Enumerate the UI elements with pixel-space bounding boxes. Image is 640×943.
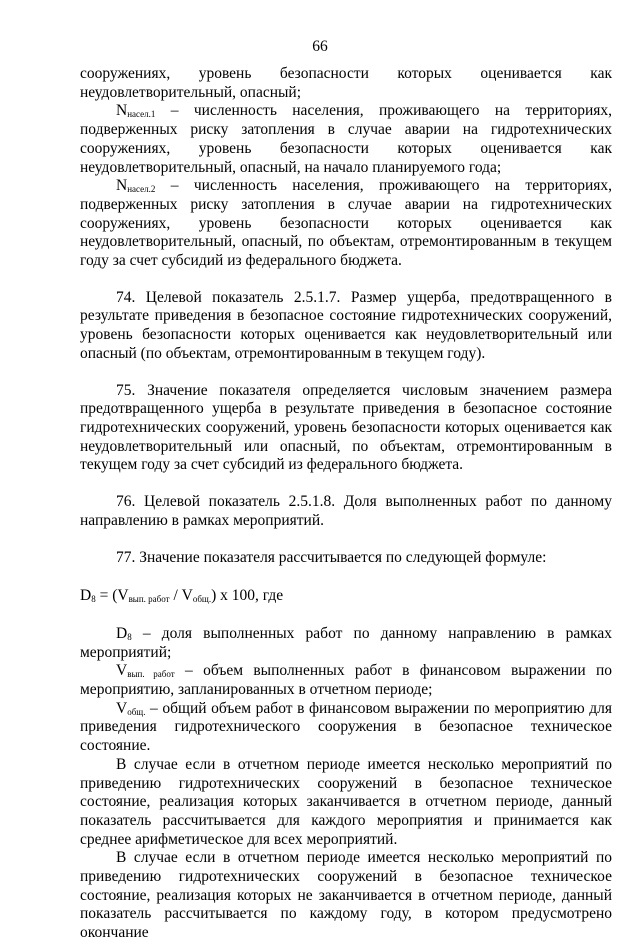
paragraph-continuation bbox=[80, 65, 612, 102]
definition-n-nasel-1 bbox=[80, 102, 612, 177]
formula-v2-subscript: общ. bbox=[192, 594, 212, 605]
paragraph-case-2: В случае если в отчетном периоде имеется несколько мероприятий по приведению гидротехнических сооружений в безопасное техническое состояние, реализация которых не заканчивается в отчетном периоде, данный показатель рассчитывается по каждому году, в котором предусмотрено окончание bbox=[80, 849, 612, 942]
symbol: N bbox=[116, 177, 128, 195]
page-number: 66 bbox=[312, 38, 328, 55]
symbol-subscript: 8 bbox=[127, 631, 132, 642]
definition-n-nasel-2 bbox=[80, 177, 612, 271]
definition-text: – общий объем работ в финансовом выражении по мероприятию для приведения гидротехнического сооружения в безопасное техническое состояние. bbox=[80, 699, 612, 755]
definition-text: – объем выполненных работ в финансовом выражении по мероприятию, запланированных в отчетном периоде; bbox=[80, 662, 612, 698]
definition-v-vyp-rabot bbox=[80, 662, 612, 699]
definition-v-obshch bbox=[80, 700, 612, 756]
paragraph-74: 74. Целевой показатель 2.5.1.7. Размер ущерба, предотвращенного в результате приведения в безопасное состояние гидротехнических сооружений, уровень безопасности которых оценивается как неудовлетворительный или опасный (по объектам, отремонтированным в текущем году). bbox=[80, 288, 612, 362]
symbol: N bbox=[116, 102, 128, 120]
paragraph-text: сооружениях, уровень безопасности которых оценивается как неудовлетворительный, опасный; bbox=[80, 65, 612, 101]
paragraph-76: 76. Целевой показатель 2.5.1.8. Доля выполненных работ по данному направлению в рамках мероприятий. bbox=[80, 493, 612, 529]
symbol-subscript: вып. работ bbox=[127, 669, 175, 680]
definition-text: – численность населения, проживающего на территориях, подверженных риску затопления в случае аварии на гидротехнических сооружениях, уровень безопасности которых оценивается как неудовлетворительный, опасный, на начало планируемого года; bbox=[80, 102, 612, 176]
definition-text: – доля выполненных работ по данному направлению в рамках мероприятий; bbox=[80, 624, 612, 661]
paragraph-75: 75. Значение показателя определяется числовым значением размера предотвращенного ущерба в результате приведения в безопасное состояние гидротехнических сооружений, уровень безопасности которых оценивается как неудовлетворительный или опасный, по объектам, отремонтированным в текущем году за счет субсидий из федерального бюджета. bbox=[80, 381, 612, 474]
symbol-subscript: общ. bbox=[127, 706, 146, 717]
formula-v1-subscript: вып. работ bbox=[128, 594, 170, 605]
paragraph-case-1: В случае если в отчетном периоде имеется несколько мероприятий по приведению гидротехнических сооружений в безопасное техническое состояние, реализация которых заканчивается в отчетном периоде, данный показатель рассчитывается для каждого мероприятия и принимается как среднее арифметическое для всех мероприятий. bbox=[80, 755, 612, 848]
formula-d-subscript: 8 bbox=[91, 594, 96, 605]
document-body bbox=[80, 65, 612, 943]
formula bbox=[80, 587, 612, 606]
definition-text: – численность населения, проживающего на территориях, подверженных риску затопления в случае аварии на гидротехнических сооружениях, уровень безопасности которых оценивается как неудовлетворительный, опасный, по объектам, отремонтированным в текущем году за счет субсидий из федерального бюджета. bbox=[80, 177, 612, 270]
definition-d8 bbox=[80, 625, 612, 662]
formula-d: D bbox=[80, 587, 92, 605]
paragraph-77: 77. Значение показателя рассчитывается по следующей формуле: bbox=[116, 549, 547, 567]
symbol: V bbox=[116, 662, 128, 680]
symbol: V bbox=[116, 699, 128, 717]
formula-tail: ) х 100, где bbox=[211, 587, 284, 605]
formula-part: = (V bbox=[95, 587, 129, 605]
symbol: D bbox=[116, 624, 128, 642]
symbol-subscript: насел.2 bbox=[127, 184, 156, 195]
symbol-subscript: насел.1 bbox=[127, 109, 156, 120]
formula-part: / V bbox=[169, 587, 193, 605]
